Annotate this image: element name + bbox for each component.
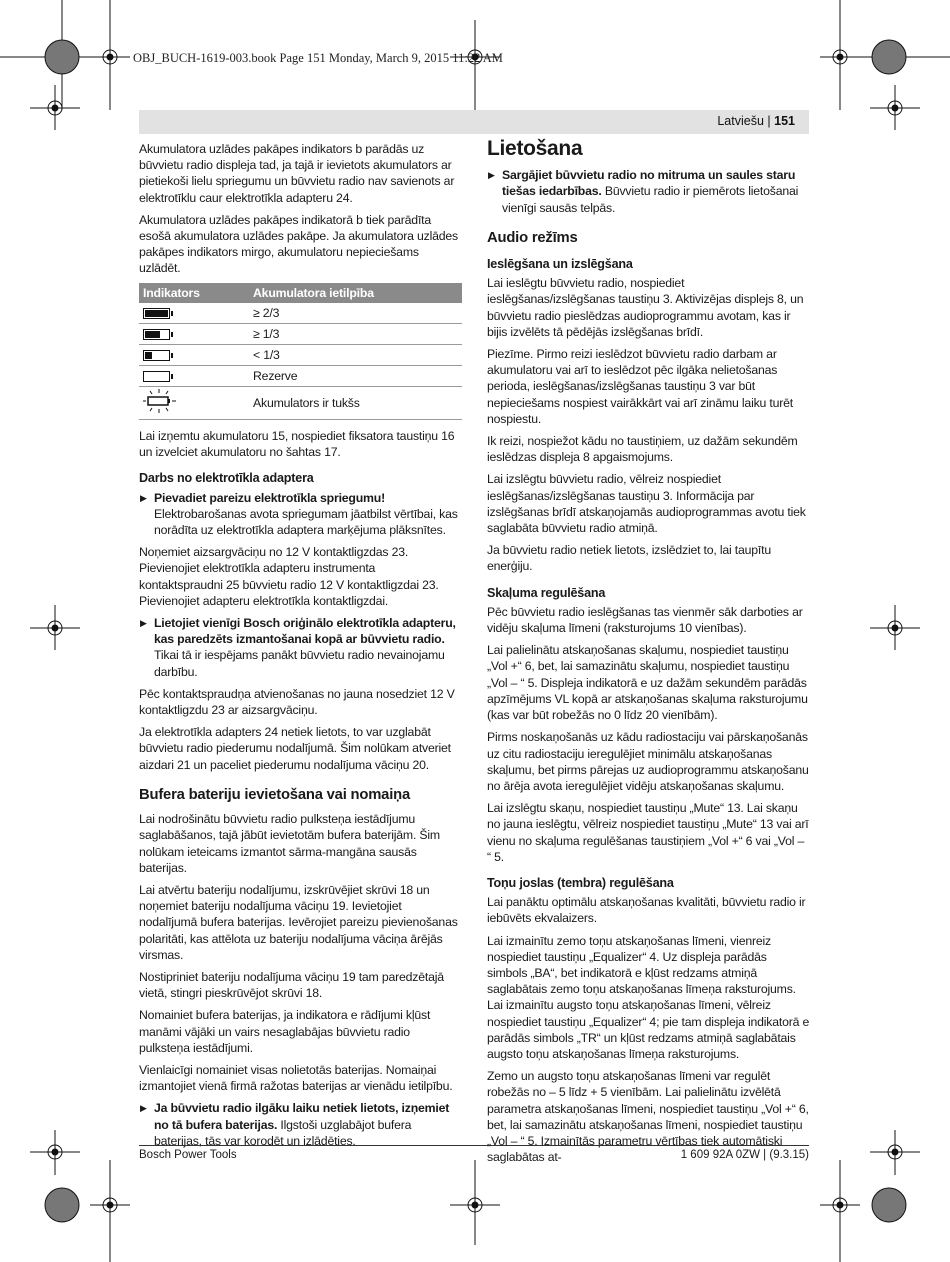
table-row — [139, 303, 462, 324]
paragraph: Lai izņemtu akumulatoru 15, nospiediet fiksatora taustiņu 16 un izvelciet akumulatoru no šahtas 17. — [139, 429, 455, 460]
bullet-triangle-icon: ▶ — [488, 170, 495, 181]
battery-onethird-icon — [143, 350, 170, 361]
paragraph: Pēc kontaktspraudņa atvienošanas no jauna nosedziet 12 V kontaktligzdu 23 ar aizsargvāciņu. — [139, 686, 455, 718]
warning-bullet — [487, 167, 810, 216]
print-slug: OBJ_BUCH-1619-003.book Page 151 Monday, March 9, 2015 11:22 AM — [133, 51, 503, 65]
bold-text: Sargājiet būvvietu radio no mitruma un saules staru tiešas iedarbības. — [502, 168, 796, 199]
warning-bullet — [139, 615, 462, 680]
battery-empty-icon — [143, 371, 170, 382]
paragraph: Lai izslēgtu skaņu, nospiediet taustiņu „Mute“ 13. Lai skaņu no jauna ieslēgtu, vēlreiz nospiediet taustiņu „Mute“ 13 vai arī vienu no skaļuma regulēšanas taustiņiem „Vol +“ 6 vai „Vol – “ 5. — [487, 801, 809, 864]
paragraph: Vienlaicīgi nomainiet visas nolietotās baterijas. Nomaiņai izmantojiet vienā firmā ražotas baterijas ar vienādu ietilpību. — [139, 1062, 453, 1094]
paragraph: Lai palielinātu atskaņošanas skaļumu, nospiediet taustiņu „Vol +“ 6, bet, lai samazinātu skaļumu, nospiediet taustiņu „Vol – “ 5. Displeja indikatorā e uz dažām sekundēm parādās apzīmējums VL kopā ar atskaņošanas skaļuma raksturojumu (kas var būt robežās no 0 līdz 20 vienībām). — [487, 643, 808, 723]
paragraph: Ja būvvietu radio netiek lietots, izslēdziet to, lai taupītu enerģiju. — [487, 543, 771, 574]
paragraph: Nomainiet bufera baterijas, ja indikatora e rādījumi kļūst manāmi vājāki un vairs nesaglabājas būvvietu radio pulksteņa iestādījumi. — [139, 1008, 431, 1055]
battery-twothirds-icon — [143, 329, 170, 340]
table-row — [139, 365, 462, 386]
table-cell: ≥ 1/3 — [249, 323, 462, 344]
bold-text: Lietojiet vienīgi Bosch oriģinālo elektrotīkla adapteru, kas paredzēts izmantošanai kopā ar būvvietu radio. — [154, 616, 456, 647]
left-column — [139, 141, 462, 1155]
table-cell: ≥ 2/3 — [249, 303, 462, 324]
footer-doc-number: 1 609 92A 0ZW | (9.3.15) — [680, 1149, 809, 1161]
right-column — [487, 137, 810, 1171]
paragraph: Pēc būvvietu radio ieslēgšanas tas vienmēr sāk darboties ar vidēju skaļuma līmeni (raksturojums 10 vienības). — [487, 604, 803, 636]
paragraph: Akumulatora uzlādes pakāpes indikators b parādās uz būvvietu radio displeja tad, ja tajā ir ievietots akumulators ar pietiekoši lielu spriegumu un būvvietu radio nav savienots ar elektrotīklu caur elektrotīkla adapteru 24. — [139, 142, 455, 205]
bullet-triangle-icon: ▶ — [140, 1103, 147, 1114]
section-heading: Audio režīms — [487, 229, 578, 246]
paragraph: Piezīme. Pirmo reizi ieslēdzot būvvietu radio darbam ar akumulatoru vai arī to ieslēdzot pēc ilgāka nelietošanas perioda, ieslēgšanas/izslēgšanas taustiņu 3 var būt nepieciešams nospiest vairākkārt vai arī zināmu laiku turēt nospiestu. — [487, 347, 794, 426]
paragraph: Ja elektrotīkla adapters 24 netiek lietots, to var uzglabāt būvvietu radio piederumu nodalījumā. Šim nolūkam atveriet aizdari 21 un paceliet piederumu nodalījuma vāciņu 20. — [139, 725, 451, 772]
bold-text: Ja būvvietu radio ilgāku laiku netiek lietots, izņemiet no tā bufera baterijas. — [154, 1101, 450, 1132]
subsection-heading: Ieslēgšana un izslēgšana — [487, 257, 633, 272]
table-row — [139, 344, 462, 365]
bold-text: Pievadiet pareizu elektrotīkla spriegumu! — [154, 490, 385, 505]
text: Būvvietu radio ir piemērots lietošanai vienīgi sausās telpās. — [502, 184, 799, 215]
paragraph: Akumulatora uzlādes pakāpes indikatorā b tiek parādīta esošā akumulatora uzlādes pakāpe. Ja akumulatora uzlādes pakāpes indikators mirgo, akumulatoru nepieciešams uzlādēt. — [139, 212, 458, 276]
bullet-triangle-icon: ▶ — [140, 618, 147, 629]
table-header: Indikators — [139, 283, 249, 303]
paragraph: Pirms noskaņošanās uz kādu radiostaciju vai pārskaņošanās uz citu radiostaciju ieregulējiet minimālu atskaņošanas skaļumu, bet pirms pārejas uz audioprogrammu atskaņošanu no ārēja avota ieregulējiet vidēju atskaņošanas skaļumu. — [487, 730, 809, 793]
warning-bullet — [139, 490, 462, 539]
page-header — [139, 110, 809, 134]
text: Ilgstoši uzglabājot bufera baterijas, tās var korodēt un izlādēties. — [154, 1117, 412, 1148]
battery-table — [139, 283, 462, 420]
paragraph: Lai atvērtu bateriju nodalījumu, izskrūvējiet skrūvi 18 un noņemiet bateriju nodalījuma vāciņu 19. Ievietojiet nodalījumā bufera baterijas. Ievērojiet pareizu pievienošanas polaritāti, kas attēlota uz bateriju nodalījuma vāciņa ārējās virsmas. — [139, 882, 458, 962]
battery-full-icon — [143, 308, 170, 319]
text: Tikai tā ir iespējams panākt būvvietu radio nevainojamu darbību. — [154, 648, 445, 679]
page-number: 151 — [774, 114, 795, 128]
paragraph: Lai izslēgtu būvvietu radio, vēlreiz nospiediet ieslēgšanas/izslēgšanas taustiņu 3. Informācija par izslēgšanas brīdī atskaņojamās audioprogrammas avotu tiek saglabāta būvvietu radio atmiņā. — [487, 472, 806, 536]
paragraph: Noņemiet aizsargvāciņu no 12 V kontaktligzdas 23. Pievienojiet elektrotīkla adapteru instrumenta kontaktspraudni 25 būvvietu radio 12 V kontaktligzdai 23. Pievienojiet adapteru elektrotīkla kontaktligzdai. — [139, 545, 439, 608]
subsection-heading: Toņu joslas (tembra) regulēšana — [487, 875, 674, 890]
page-footer — [139, 1145, 809, 1161]
warning-bullet — [139, 1100, 462, 1149]
header-separator: | — [767, 114, 771, 128]
paragraph: Ik reizi, nospiežot kādu no taustiņiem, uz dažām sekundēm ieslēdzas displeja 8 apgaismojums. — [487, 434, 798, 465]
paragraph: Lai ieslēgtu būvvietu radio, nospiediet ieslēgšanas/izslēgšanas taustiņu 3. Aktivizējas displejs 8, un būvvietu radio pieslēdzas audioprogrammu avotam, kas ir bijis izvēlēts tā pēdējās izslēgšanas brīdī. — [487, 276, 804, 339]
text: Elektrobarošanas avota spriegumam jāatbilst vērtībai, kas norādīta uz elektrotīkla adaptera marķējuma plāksnītes. — [154, 506, 458, 538]
table-row — [139, 386, 462, 419]
section-heading: Bufera bateriju ievietošana vai nomaiņa — [139, 786, 410, 803]
table-cell: Akumulators ir tukšs — [249, 386, 462, 419]
footer-publisher: Bosch Power Tools — [139, 1149, 237, 1161]
paragraph: Lai panāktu optimālu atskaņošanas kvalitāti, būvvietu radio ir iebūvēts ekvalaizers. — [487, 895, 806, 926]
page-title: Lietošana — [487, 137, 583, 160]
paragraph: Lai nodrošinātu būvvietu radio pulksteņa iestādījumu saglabāšanos, tajā jābūt ievietotām bufera baterijām. Šim nolūkam ieteicams izmantot sārma-mangāna sausās baterijas. — [139, 812, 440, 875]
paragraph: Zemo un augsto toņu atskaņošanas līmeni var regulēt robežās no – 5 līdz + 5 vienībām. Lai palielinātu izvēlētā parametra atskaņošanas līmeni, nospiediet taustiņu „Vol +“ 6, bet, lai samazinātu atskaņošanas līmeni, nospiediet taustiņu „Vol – “ 5. Izmainītās parametru vērtības tiek automātiski saglabātas at- — [487, 1069, 809, 1165]
subsection-heading: Skaļuma regulēšana — [487, 585, 606, 600]
section-heading: Darbs no elektrotīkla adaptera — [139, 471, 314, 486]
table-cell: Rezerve — [249, 365, 462, 386]
battery-flashing-icon — [143, 388, 177, 414]
header-language: Latviešu — [717, 114, 764, 128]
paragraph: Lai izmainītu zemo toņu atskaņošanas līmeni, vienreiz nospiediet taustiņu „Equalizer“ 4. Uz displeja parādās simbols „BA“, bet indikatorā e kļūst redzams atmiņā saglabātais zemo toņu atskaņošanas līmeņa raksturojums. Lai izmainītu augsto toņu atskaņošanas līmeni, vēlreiz nospiediet taustiņu „Equalizer“ 4; pie tam displeja indikatorā e parādās simbols „TR“ un kļūst redzams atmiņā saglabātais augsto toņu atskaņošanas līmeņa raksturojums. — [487, 933, 810, 1061]
paragraph: Nostipriniet bateriju nodalījuma vāciņu 19 tam paredzētajā vietā, stingri pieskrūvējot skrūvi 18. — [139, 969, 444, 1001]
table-cell: < 1/3 — [249, 344, 462, 365]
table-header: Akumulatora ietilpība — [249, 283, 462, 303]
table-row — [139, 323, 462, 344]
bullet-triangle-icon: ▶ — [140, 492, 147, 503]
